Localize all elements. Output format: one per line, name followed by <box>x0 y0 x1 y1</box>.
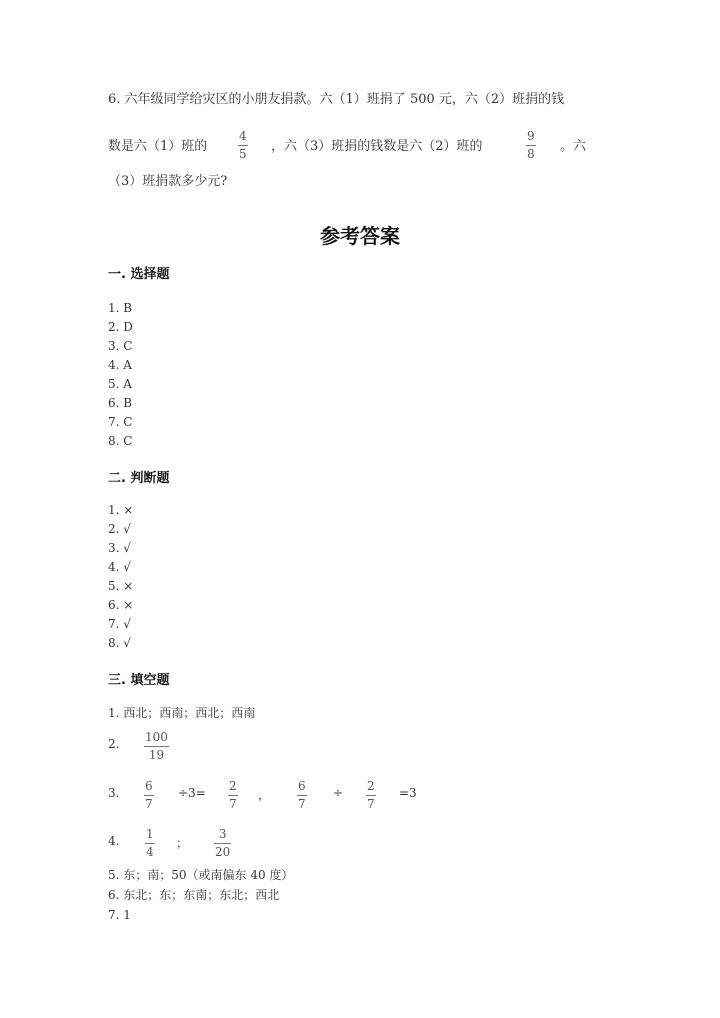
fraction-numerator: 2 <box>367 779 375 793</box>
fill-answer-3-operator-2: ÷ <box>333 786 344 800</box>
fraction-denominator: 19 <box>148 748 165 762</box>
question-line-2c: 。六 <box>560 139 587 154</box>
fraction-bar <box>526 145 536 146</box>
list-item: 1. B <box>108 301 133 315</box>
list-item: 7. C <box>108 415 133 429</box>
list-item: 6. × <box>108 598 134 612</box>
answer-title: 参考答案 <box>320 224 400 248</box>
question-fraction-9-8 <box>526 130 536 161</box>
fraction-bar <box>145 843 155 844</box>
list-item: 2. √ <box>108 522 131 536</box>
fraction-bar <box>144 746 169 747</box>
section-heading-choice: 一. 选择题 <box>108 267 170 282</box>
question-line-3: （3）班捐款多少元? <box>108 174 228 189</box>
fraction-numerator: 9 <box>527 129 535 143</box>
fill-answer-4-separator: ； <box>176 836 189 850</box>
list-item: 4. √ <box>108 560 131 574</box>
list-item: 7. √ <box>108 617 131 631</box>
fill-answer-3-tail: =3 <box>399 786 417 800</box>
judge-answer-list <box>108 501 133 653</box>
choice-answer-list <box>108 299 133 451</box>
fraction-numerator: 100 <box>145 730 168 744</box>
fraction-numerator: 4 <box>239 129 247 143</box>
fill-answer-3-operator-1: ÷3= <box>178 786 206 800</box>
list-item: 8. √ <box>108 636 131 650</box>
fraction-denominator: 20 <box>215 845 231 859</box>
fraction-denominator: 5 <box>239 147 247 161</box>
fill-answer-1: 1. 西北；西南；西北；西南 <box>108 706 256 720</box>
fraction-denominator: 7 <box>229 797 237 811</box>
fraction-numerator: 1 <box>146 827 154 841</box>
fraction-numerator: 6 <box>145 779 153 793</box>
fraction-denominator: 4 <box>146 845 154 859</box>
fill-answer-3-fraction-2 <box>228 780 238 811</box>
fraction-bar <box>297 795 307 796</box>
list-item: 3. √ <box>108 541 131 555</box>
fill-answer-3-fraction-4 <box>366 780 376 811</box>
question-line-2a: 数是六（1）班的 <box>108 139 208 154</box>
fill-answer-3-label: 3. <box>108 786 120 800</box>
fraction-denominator: 7 <box>298 797 306 811</box>
fraction-denominator: 8 <box>527 147 535 161</box>
fraction-bar <box>214 843 231 844</box>
fraction-bar <box>144 795 154 796</box>
fraction-numerator: 6 <box>298 779 306 793</box>
fill-answer-3-fraction-3 <box>297 780 307 811</box>
list-item: 3. C <box>108 339 133 353</box>
list-item: 8. C <box>108 434 133 448</box>
fill-answer-2-label: 2. <box>108 737 120 751</box>
list-item: 4. A <box>108 358 132 372</box>
fill-answer-6: 6. 东北；东；东南；东北；西北 <box>108 888 280 902</box>
fill-answer-3-separator: ， <box>258 788 271 802</box>
list-item: 5. × <box>108 579 134 593</box>
fill-answer-7: 7. 1 <box>108 908 131 922</box>
fill-answer-5: 5. 东；南；50（或南偏东 40 度） <box>108 868 294 882</box>
fill-answer-3-fraction-1 <box>144 780 154 811</box>
list-item: 1. × <box>108 503 134 517</box>
fill-answer-4-fraction-2 <box>214 828 231 859</box>
list-item: 5. A <box>108 377 132 391</box>
fraction-bar <box>238 145 248 146</box>
list-item: 2. D <box>108 320 133 334</box>
fill-answer-4-label: 4. <box>108 834 120 848</box>
question-line-1: 6. 六年级同学给灾区的小朋友捐款。六（1）班捐了 500 元，六（2）班捐的钱 <box>108 92 565 107</box>
question-line-2b: ，六（3）班捐的钱数是六（2）班的 <box>271 139 483 154</box>
list-item: 6. B <box>108 396 133 410</box>
fraction-bar <box>228 795 238 796</box>
question-fraction-4-5 <box>238 130 248 161</box>
fraction-numerator: 3 <box>218 827 227 841</box>
fraction-numerator: 2 <box>229 779 237 793</box>
section-heading-judge: 二. 判断题 <box>108 471 170 486</box>
fill-answer-4-fraction-1 <box>145 828 155 859</box>
fill-answer-2-fraction <box>144 731 169 762</box>
fraction-denominator: 7 <box>145 797 153 811</box>
fraction-bar <box>366 795 376 796</box>
section-heading-fill: 三. 填空题 <box>108 673 170 688</box>
fraction-denominator: 7 <box>367 797 375 811</box>
